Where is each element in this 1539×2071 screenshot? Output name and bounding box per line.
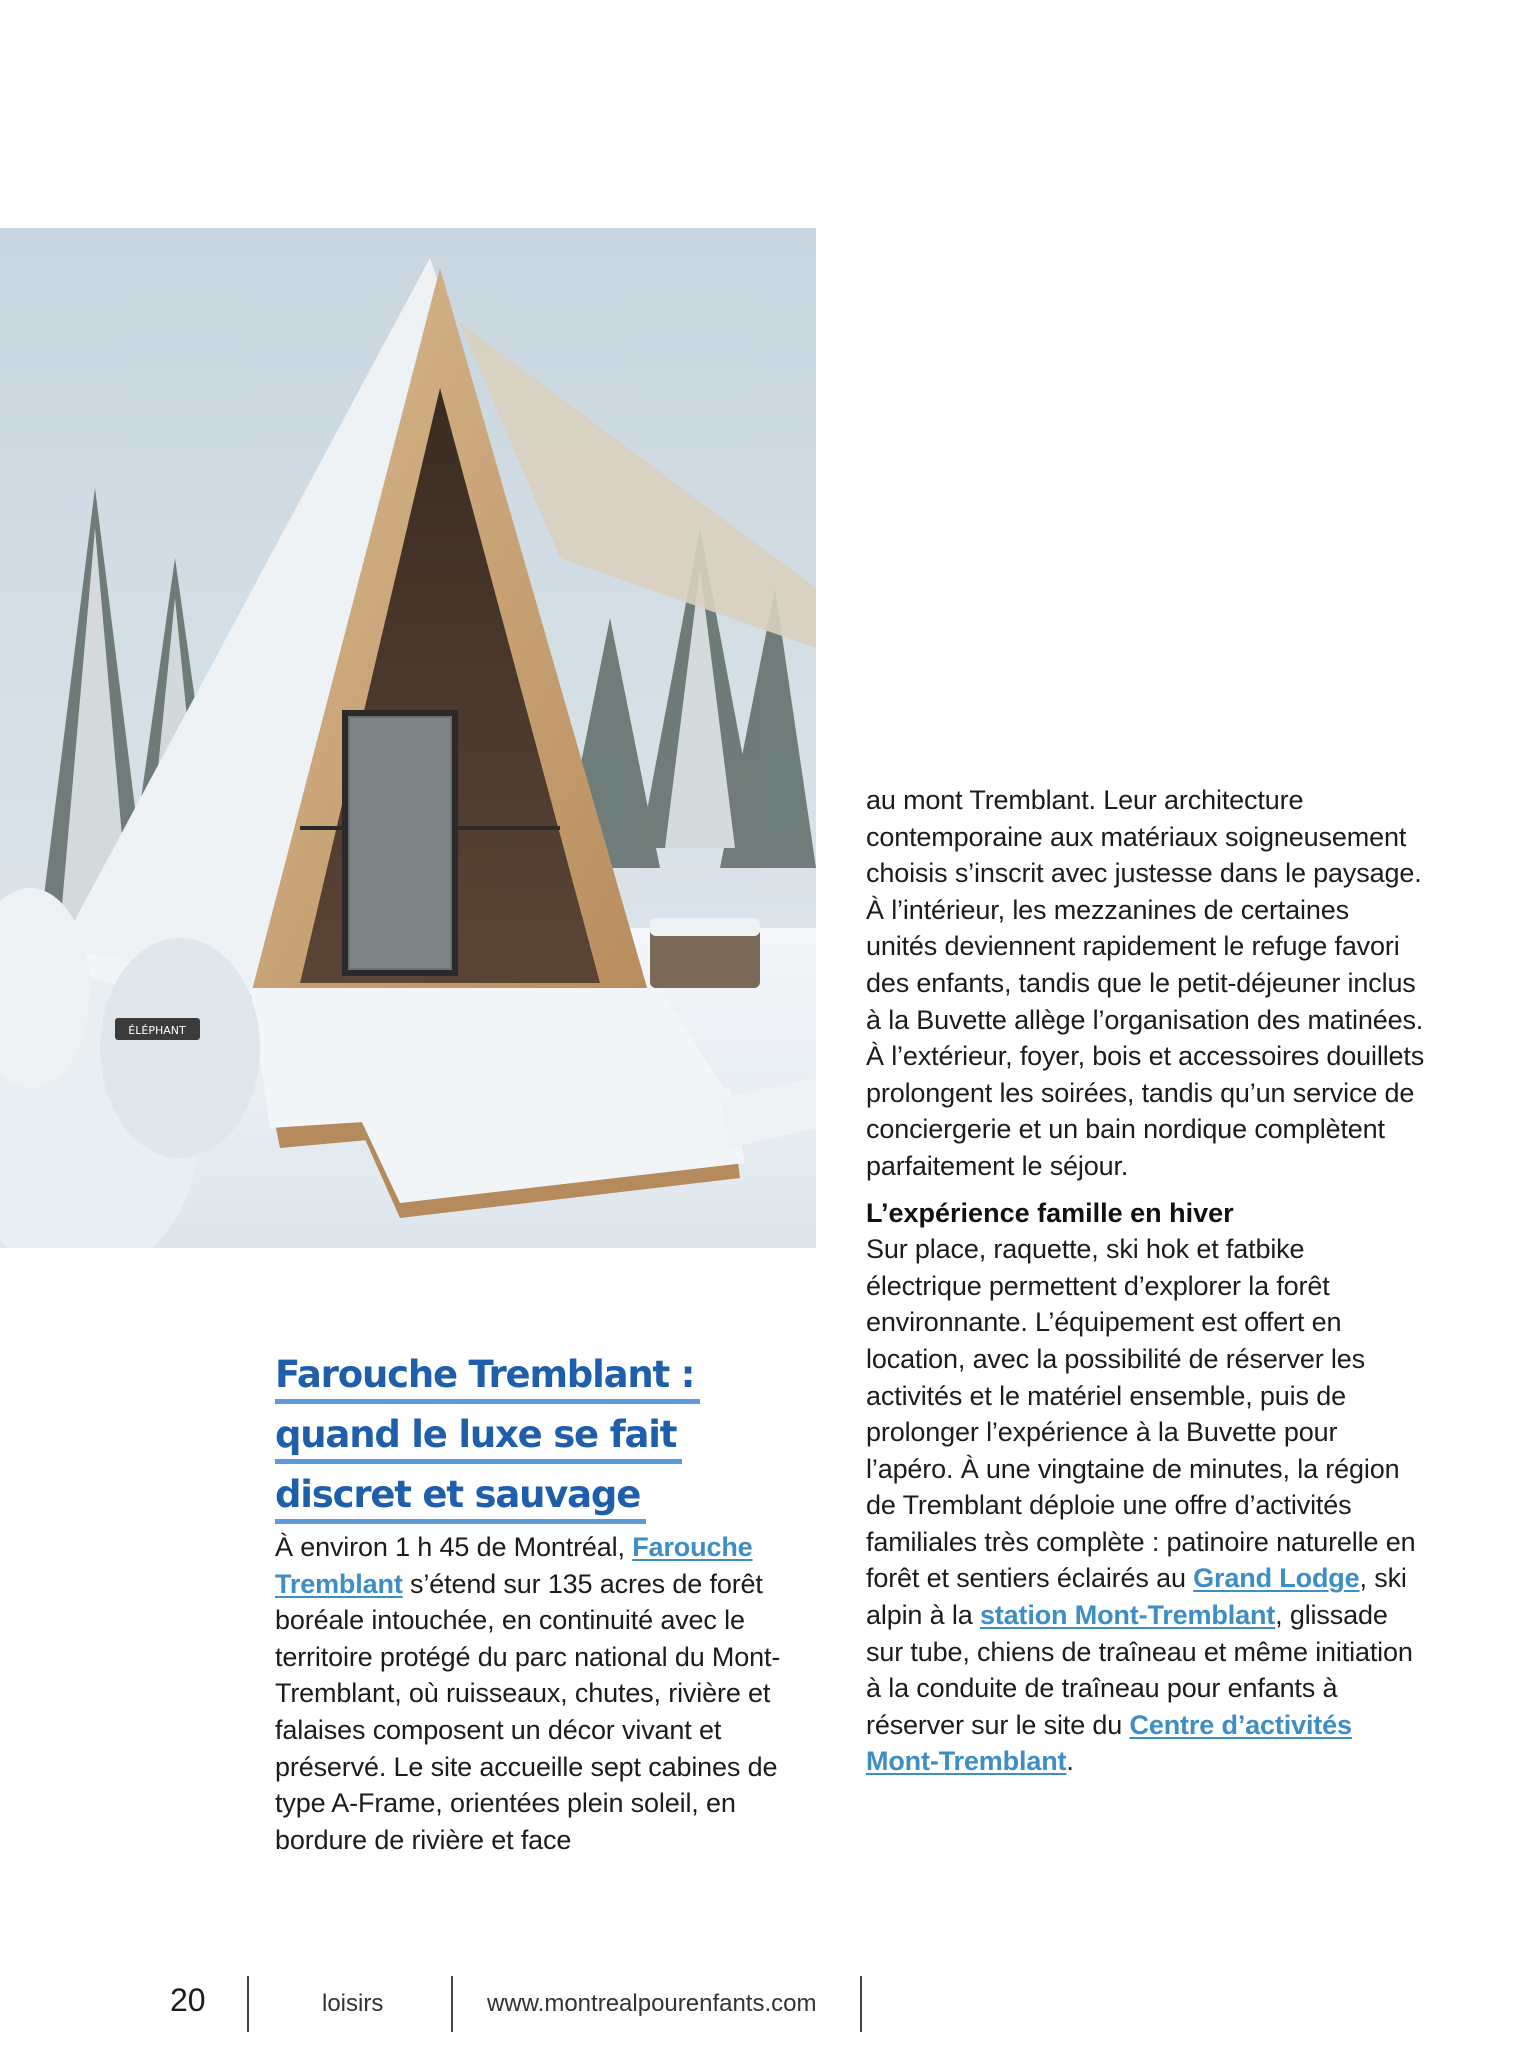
a-frame-cabin-image	[0, 228, 816, 1248]
footer-divider	[247, 1976, 249, 2032]
site-url[interactable]: www.montrealpourenfants.com	[487, 1990, 817, 2017]
right-column	[866, 782, 1426, 1780]
footer-divider	[451, 1976, 453, 2032]
farouche-tremblant-link[interactable]: Farouche Tremblant	[275, 1532, 753, 1599]
headline-line-1: Farouche Tremblant :	[275, 1350, 700, 1404]
page-footer	[0, 1968, 1539, 2038]
article-headline	[275, 1345, 820, 1525]
footer-divider	[860, 1976, 862, 2032]
grand-lodge-link[interactable]: Grand Lodge	[1193, 1563, 1360, 1594]
headline-line-2: quand le luxe se fait	[275, 1410, 682, 1464]
cabin-sign-text: ÉLÉPHANT	[128, 1024, 186, 1037]
intro-paragraph-start: À environ 1 h 45 de Montréal, Farouche Tremblant s’étend sur 135 acres de forêt boréale intouchée, en continuité avec le territoire protégé du parc national du Mont-Tremblant, où ruisseaux, chutes, rivière et falaises composent un décor vivant et préservé. Le site accueille sept cabines de type A-Frame, orientées plein soleil, en bordure de rivière et face	[275, 1532, 781, 1855]
station-mont-tremblant-link[interactable]: station Mont-Tremblant	[979, 1600, 1276, 1631]
left-column	[275, 1345, 820, 1858]
page-number: 20	[170, 1982, 206, 2018]
intro-text-continued: s’étend sur 135 acres de forêt boréale intouchée, en continuité avec le territoire protégé du parc national du Mont-Tremblant, où ruisseaux, chutes, rivière et falaises composent un décor vivant et préservé. Le site accueille sept cabines de type A-Frame, orientées plein soleil, en bordure de rivière et face	[275, 1568, 781, 1855]
headline-line-3: discret et sauvage	[275, 1470, 646, 1524]
intro-paragraph-end: au mont Tremblant. Leur architecture contemporaine aux matériaux soigneusement choisis s’inscrit avec justesse dans le paysage. À l’intérieur, les mezzanines de certaines unités deviennent rapidement le refuge favori des enfants, tandis que le petit-déjeuner inclus à la Buvette allège l’organisation des matinées. À l’extérieur, foyer, bois et accessoires douillets prolongent les soirées, tandis qu’un service de conciergerie et un bain nordique complètent parfaitement le séjour.	[866, 785, 1425, 1181]
section-name: loisirs	[322, 1990, 384, 2017]
section-paragraph: Sur place, raquette, ski hok et fatbike électrique permettent d’explorer la forêt environnante. L’équipement est offert en location, avec la possibilité de réserver les activités et le matériel ensemble, puis de prolonger l’expérience à la Buvette pour l’apéro. À une vingtaine de minutes, la région de Tremblant déploie une offre d’activités familiales très complète : patinoire naturelle en forêt et sentiers éclairés au Grand Lodge, ski alpin à la station Mont-Tremblant, glissade sur tube, chiens de traîneau et même initiation à la conduite de traîneau pour enfants à réserver sur le site du Centre d’activités Mont-Tremblant.	[866, 1234, 1416, 1777]
cabin-photo	[0, 228, 816, 1248]
section-subhead: L’expérience famille en hiver	[866, 1197, 1234, 1228]
centre-activites-link[interactable]: Centre d’activités Mont-Tremblant	[866, 1709, 1352, 1777]
